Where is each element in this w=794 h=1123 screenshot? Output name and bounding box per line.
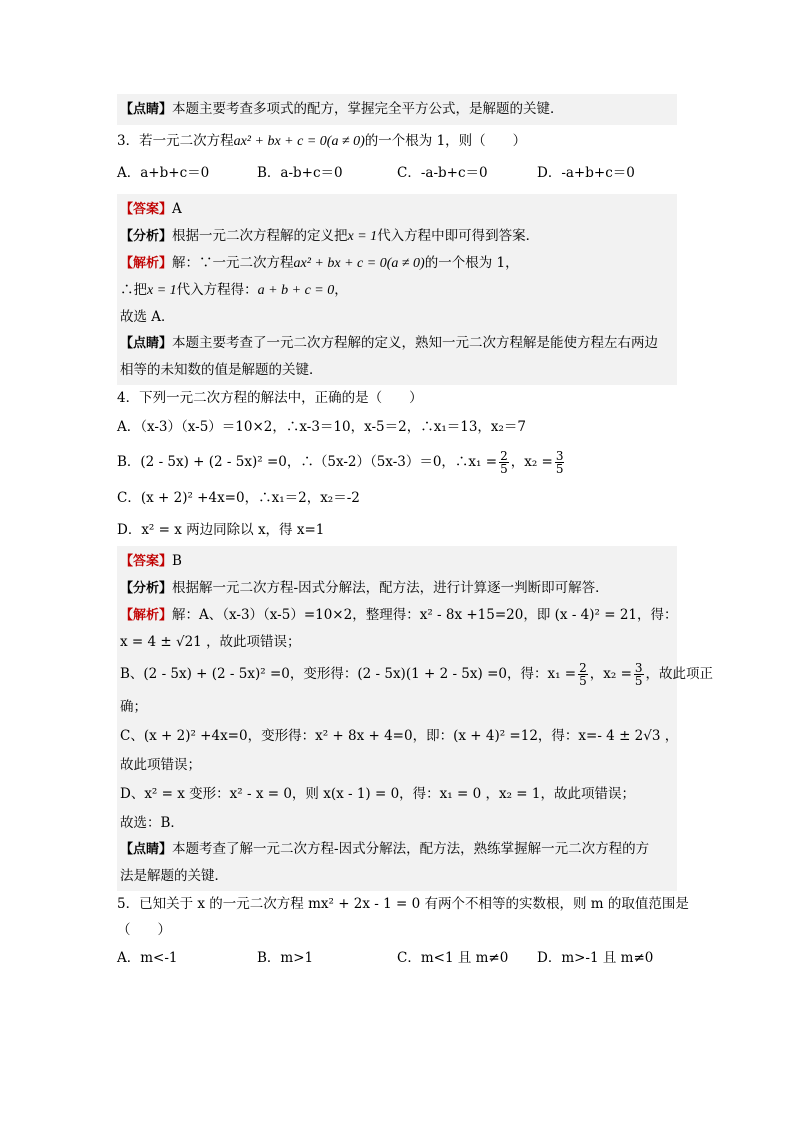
q3-options <box>117 158 677 188</box>
q5-options <box>117 943 677 973</box>
question-5 <box>117 891 689 973</box>
q3-option-d[interactable]: D．-a+b+c＝0 <box>537 165 635 181</box>
q4-solution-b-2: 确； <box>120 699 147 715</box>
q5-option-c[interactable]: C．m<1 且 m≠0 <box>397 950 509 966</box>
q3-answer-line <box>120 196 674 223</box>
analysis-tag: 【分析】 <box>120 581 173 596</box>
q4-solution-a-2: x = 4 ± √21 ，故此项错误； <box>120 634 301 650</box>
q3-condition: (a ≠ 0) <box>326 134 365 149</box>
q5-stem-2: （ ） <box>117 922 171 938</box>
answer-tag: 【答案】 <box>120 554 173 569</box>
q3-equation: ax² + bx + c = 0 <box>233 134 327 149</box>
q4-solution-c-2: 故此项错误； <box>120 757 201 773</box>
q3-option-a[interactable]: A．a+b+c＝0 <box>117 165 210 181</box>
q3-stem: 3．若一元二次方程ax² + bx + c = 0(a ≠ 0)的一个根为 1，则（ ） <box>117 133 527 149</box>
q4-dianjing-line-2: 法是解题的关键． <box>120 868 228 884</box>
q4-solution-d: D、x² = x 变形：x² - x = 0，则 x(x - 1) = 0，得：x₁ = 0 ，x₂ = 1，故此项错误； <box>120 786 635 802</box>
q3-explanation-block <box>117 194 677 385</box>
q4-option-c[interactable]: C．(x + 2)² +4x=0，∴x₁＝2，x₂＝-2 <box>117 490 360 506</box>
q3-solution-line-2: ∴把x = 1代入方程得：a + b + c = 0， <box>120 282 348 298</box>
q4-dianjing-line-1: 【点睛】本题考查了解一元二次方程-因式分解法，配方法，熟练掌握解一元二次方程的方 <box>120 841 650 857</box>
dianjing-text: 本题主要考查多项式的配方，掌握完全平方公式，是解题的关键． <box>172 101 564 117</box>
q4-option-b[interactable]: B．(2 - 5x) + (2 - 5x)² =0，∴（5x-2）（5x-3）＝0，∴x₁ = $\frac{2}{5}$ ，x₂ = $\frac{3}{5}$ <box>117 449 564 476</box>
q5-option-a[interactable]: A．m<-1 <box>117 950 178 966</box>
solution-tag: 【解析】 <box>120 608 173 623</box>
q4-analysis-line: 【分析】根据解一元二次方程-因式分解法，配方法，进行计算逐一判断即可解答． <box>120 580 609 596</box>
q4-stem: 4．下列一元二次方程的解法中，正确的是（ ） <box>117 390 423 406</box>
q4-option-a[interactable]: A．（x-3）（x-5）＝10×2，∴x-3＝10，x-5＝2，∴x₁＝13，x₂＝7 <box>117 419 527 435</box>
q4-explanation-block <box>117 546 714 891</box>
analysis-tag: 【分析】 <box>120 229 173 244</box>
fraction: $\frac{2}{5}$ <box>500 449 508 476</box>
q4-answer: B <box>172 553 182 569</box>
dianjing-line <box>120 96 674 123</box>
q3-answer: A <box>172 201 182 217</box>
q3-option-b[interactable]: B．a-b+c＝0 <box>257 165 343 181</box>
question-4 <box>117 385 677 546</box>
q5-option-b[interactable]: B．m>1 <box>257 950 314 966</box>
solution-tag: 【解析】 <box>120 256 173 271</box>
q3-dianjing-line-1: 【点睛】本题主要考查了一元二次方程解的定义，熟知一元二次方程解是能使方程左右两边 <box>120 335 659 351</box>
fraction: $\frac{3}{5}$ <box>555 449 564 476</box>
q4-option-d[interactable]: D．x² = x 两边同除以 x，得 x=1 <box>117 522 325 538</box>
q3-option-c[interactable]: C．-a-b+c＝0 <box>397 165 488 181</box>
q5-option-d[interactable]: D．m>-1 且 m≠0 <box>537 950 654 966</box>
question-3 <box>117 125 677 188</box>
q4-answer-line <box>120 548 674 575</box>
q4-solution-a-1: 【解析】解：A、（x-3）（x-5）=10×2，整理得：x² - 8x +15=20，即 (x - 4)² = 21，得： <box>120 607 678 623</box>
dianjing-tag: 【点睛】 <box>120 842 173 857</box>
answer-tag: 【答案】 <box>120 202 173 217</box>
dianjing-tag: 【点睛】 <box>120 336 173 351</box>
q5-stem-1: 5．已知关于 x 的一元二次方程 mx² + 2x - 1 = 0 有两个不相等的实数根，则 m 的取值范围是 <box>117 896 689 912</box>
q4-solution-b-1: B、(2 - 5x) + (2 - 5x)² =0，变形得：(2 - 5x)(1 + 2 - 5x) =0，得：x₁ = $\frac{2}{5}$ ，x₂ = $\frac{3}{5}$ ，故此项正 <box>120 661 714 688</box>
q3-solution-line-1: 【解析】解：∵一元二次方程ax² + bx + c = 0(a ≠ 0)的一个根为 1， <box>120 255 519 271</box>
fraction: $\frac{3}{5}$ <box>634 661 643 688</box>
dianjing-tag: 【点睛】 <box>120 102 173 117</box>
q4-solution-c-1: C、(x + 2)² +4x=0，变形得：x² + 8x + 4=0，即：(x + 4)² =12，得：x=- 4 ± 2√3 ， <box>120 728 679 744</box>
q3-dianjing-line-2: 相等的未知数的值是解题的关键． <box>120 362 323 378</box>
q4-solution-end: 故选：B． <box>120 815 184 831</box>
q3-solution-line-3: 故选 A． <box>120 309 175 325</box>
q3-analysis-line: 【分析】根据一元二次方程解的定义把x = 1代入方程中即可得到答案． <box>120 228 540 244</box>
fraction: $\frac{2}{5}$ <box>579 661 587 688</box>
dianjing-block-1 <box>117 94 677 125</box>
document-page <box>117 94 714 973</box>
